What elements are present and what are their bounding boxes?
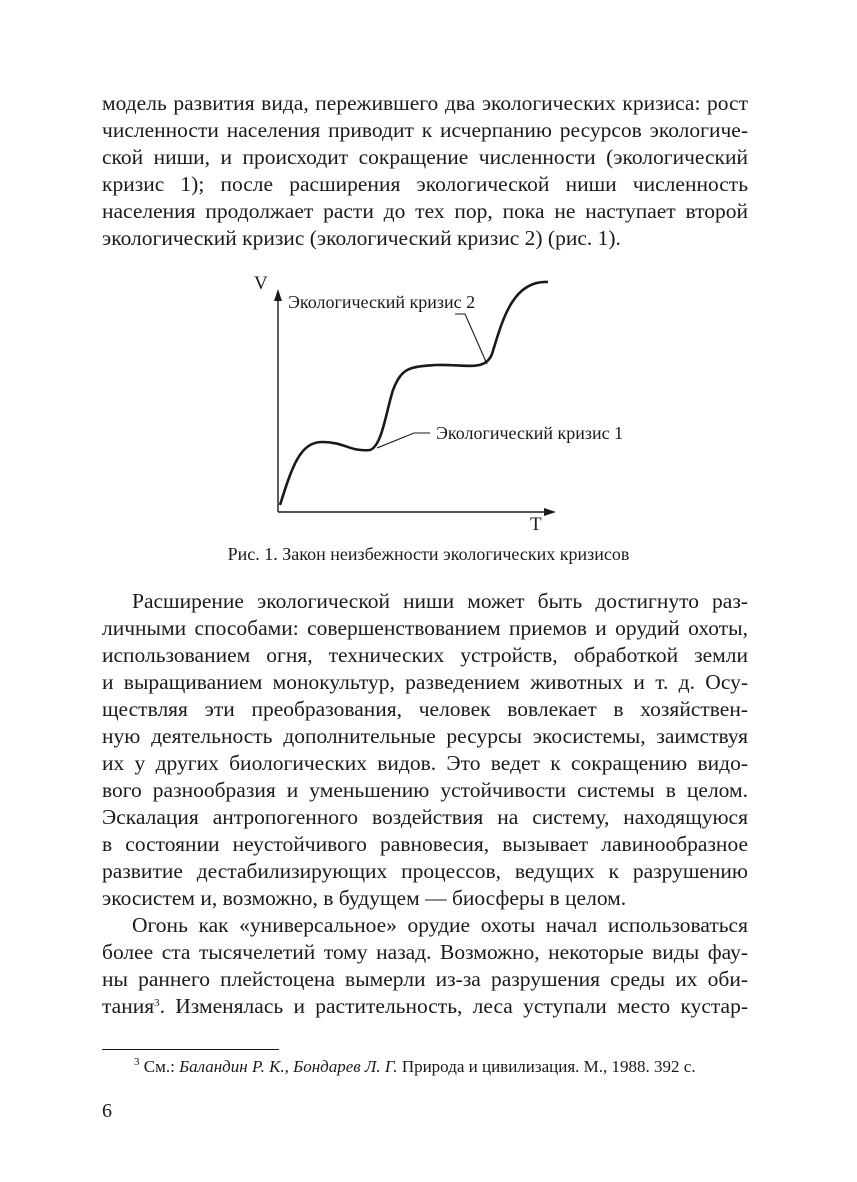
text-line: численности населения приводит к исчерпанию ресурсов экологиче- — [102, 118, 748, 142]
text-line: использованием огня, технических устройств, обработкой земли — [102, 643, 748, 667]
text-line: кризис 1); после расширения экологической ниши численность — [102, 172, 748, 196]
page-number: 6 — [102, 1100, 112, 1122]
text-line: ную деятельность дополнительные ресурсы экосистемы, заимствуя — [102, 724, 748, 748]
text-fragment: . Изменялась и растительность, леса уступали место кустар- — [159, 994, 748, 1018]
footnote — [134, 1056, 696, 1078]
text-line: Огонь как «универсальное» орудие охоты начал использоваться — [132, 913, 748, 937]
footnote-divider — [102, 1049, 279, 1050]
figure-caption: Рис. 1. Закон неизбежности экологических кризисов — [227, 544, 630, 564]
text-line: их у других биологических видов. Это ведет к сокращению видо- — [102, 751, 748, 775]
text-line: ществляя эти преобразования, человек вовлекает в хозяйствен- — [102, 697, 748, 721]
text-line: ской ниши, и происходит сокращение численности (экологический — [102, 145, 748, 169]
text-line: вого разнообразия и уменьшению устойчивости системы в целом. — [102, 778, 748, 802]
y-axis-arrow — [274, 289, 282, 301]
footnote-mark: 3 — [134, 1056, 140, 1068]
text-line: экосистем и, возможно, в будущем — биосферы в целом. — [102, 886, 627, 910]
text-line: экологический кризис (экологический кризис 2) (рис. 1). — [102, 226, 621, 250]
text-line: личными способами: совершенствованием приемов и орудий охоты, — [102, 616, 748, 640]
leader-line-crisis-2 — [455, 314, 487, 364]
leader-line-crisis-1 — [377, 433, 430, 448]
crisis-curve-chart — [230, 262, 630, 542]
text-line: и выращиванием монокультур, разведением животных и т. д. Осу- — [102, 670, 748, 694]
text-line: модель развития вида, пережившего два экологических кризиса: рост — [102, 91, 748, 115]
text-line: развитие дестабилизирующих процессов, ведущих к разрушению — [102, 859, 748, 883]
footnote-source: Природа и цивилизация. М., 1988. 392 с. — [397, 1057, 696, 1076]
footnote-reference: 3 — [154, 997, 160, 1009]
label-crisis-1: Экологический кризис 1 — [436, 423, 624, 443]
text-line: Расширение экологической ниши может быть достигнуто раз- — [132, 589, 748, 613]
text-line: населения продолжает расти до тех пор, пока не наступает второй — [102, 199, 748, 223]
text-line: Эскалация антропогенного воздействия на систему, находящуюся — [102, 805, 748, 829]
footnote-prefix: См.: — [139, 1057, 180, 1076]
text-line: ны раннего плейстоцена вымерли из-за разрушения среды их оби- — [102, 967, 748, 991]
footnote-authors: Баландин Р. К., Бондарев Л. Г. — [179, 1057, 398, 1076]
x-axis-arrow — [544, 508, 556, 516]
text-line: в состоянии неустойчивого равновесия, вызывает лавинообразное — [102, 832, 748, 856]
text-fragment: тания — [102, 994, 155, 1018]
text-line: более ста тысячелетий тому назад. Возможно, некоторые виды фау- — [102, 940, 748, 964]
figure-1 — [230, 262, 630, 542]
text-line — [102, 993, 748, 1020]
y-axis-label: V — [254, 273, 268, 294]
label-crisis-2: Экологический кризис 2 — [288, 292, 476, 312]
x-axis-label: T — [530, 514, 542, 535]
population-curve — [280, 282, 548, 505]
